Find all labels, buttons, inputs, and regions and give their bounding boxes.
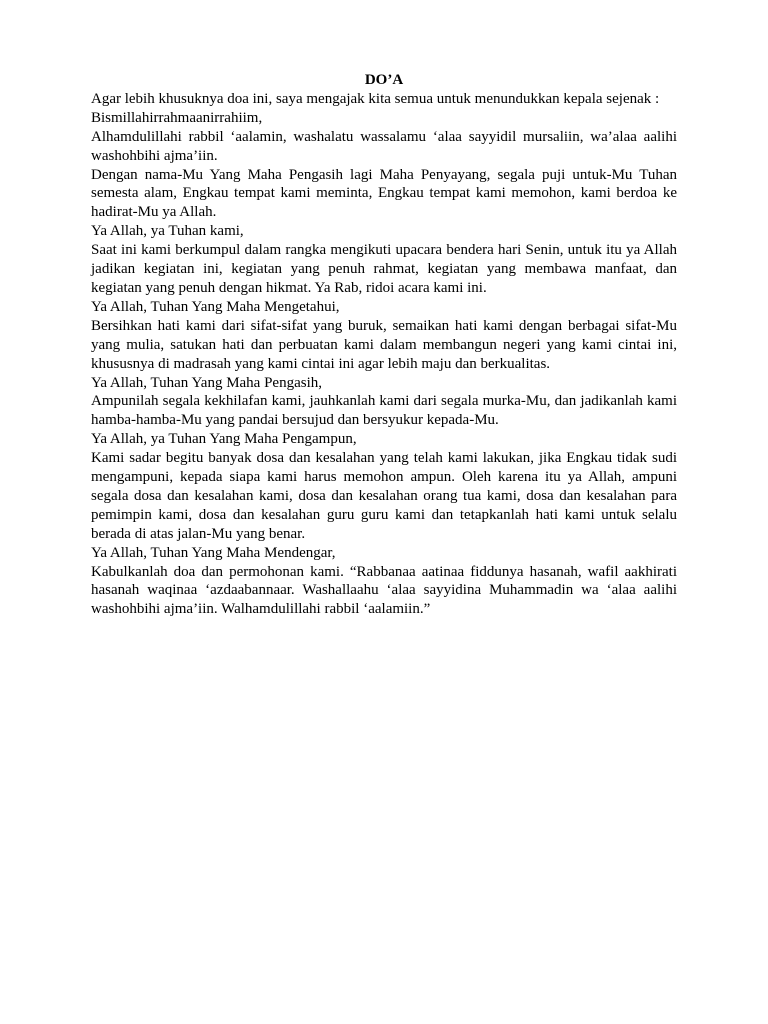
- paragraph-invocation-4: Ya Allah, ya Tuhan Yang Maha Pengampun,: [91, 431, 357, 448]
- paragraph-closing: Kabulkanlah doa dan permohonan kami. “Rabbanaa aatinaa fiddunya hasanah, wafil aakhirati hasanah waqinaa ‘azdaabannaar. Washallaahu ‘alaa sayyidina Muhammadin wa ‘alaa aalihi washohbihi ajma’iin. Walhamdulillahi rabbil ‘aalamiin.”: [91, 563, 677, 618]
- paragraph-purification: Bersihkan hati kami dari sifat-sifat yang buruk, semaikan hati kami dengan berbagai sifat-Mu yang mulia, satukan hati dan perbuatan kami dalam membangun negeri yang kami cintai ini, khususnya di madrasah yang kami cintai ini agar lebih maju dan berkualitas.: [91, 317, 677, 372]
- paragraph-invocation-3: Ya Allah, Tuhan Yang Maha Pengasih,: [91, 374, 323, 391]
- paragraph-intro: Agar lebih khusuknya doa ini, saya mengajak kita semua untuk menundukkan kepala sejenak :: [91, 90, 660, 107]
- paragraph-invocation-1: Ya Allah, ya Tuhan kami,: [91, 223, 244, 240]
- paragraph-forgiveness: Ampunilah segala kekhilafan kami, jauhkanlah kami dari segala murka-Mu, dan jadikanlah kami hamba-hamba-Mu yang pandai bersujud dan bersyukur kepada-Mu.: [91, 393, 677, 429]
- paragraph-repentance: Kami sadar begitu banyak dosa dan kesalahan yang telah kami lakukan, jika Engkau tidak sudi mengampuni, kepada siapa kami harus memohon ampun. Oleh karena itu ya Allah, ampuni segala dosa dan kesalahan kami, dosa dan kesalahan orang tua kami, dosa dan kesalahan para pemimpin kami, dosa dan kesalahan guru guru kami dan tetapkanlah hati kami untuk selalu berada di atas jalan-Mu yang benar.: [91, 450, 677, 542]
- paragraph-hamdalah: Alhamdulillahi rabbil ‘aalamin, washalatu wassalamu ‘alaa sayyidil mursaliin, wa’alaa aalihi washohbihi ajma’iin.: [91, 128, 677, 164]
- paragraph-opening: Dengan nama-Mu Yang Maha Pengasih lagi Maha Penyayang, segala puji untuk-Mu Tuhan semesta alam, Engkau tempat kami meminta, Engkau tempat kami memohon, kami berdoa ke hadirat-Mu ya Allah.: [91, 166, 677, 221]
- paragraph-basmalah: Bismillahirrahmaanirrahiim,: [91, 109, 263, 126]
- paragraph-invocation-2: Ya Allah, Tuhan Yang Maha Mengetahui,: [91, 298, 340, 315]
- paragraph-ceremony: Saat ini kami berkumpul dalam rangka mengikuti upacara bendera hari Senin, untuk itu ya Allah jadikan kegiatan ini, kegiatan yang penuh rahmat, kegiatan yang membawa manfaat, dan kegiatan yang penuh dengan hikmat. Ya Rab, ridoi acara kami ini.: [91, 242, 677, 296]
- document-page: [91, 71, 677, 619]
- paragraph-invocation-5: Ya Allah, Tuhan Yang Maha Mendengar,: [91, 544, 336, 561]
- document-title: DO’A: [364, 72, 404, 88]
